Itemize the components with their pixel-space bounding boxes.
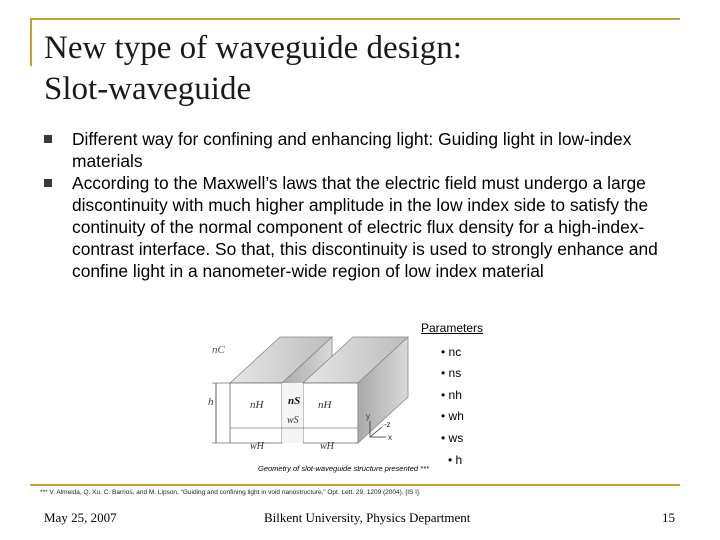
slide-title [44, 28, 462, 110]
bullet-list [44, 128, 684, 282]
axis-label-y: y [366, 412, 370, 421]
parameter-item: • ws [441, 431, 464, 445]
bullet-text: According to the Maxwell’s laws that the electric field must undergo a large discontinuity with much higher amplitude in the low index side to satisfy the continuity of the normal component of electric flux density for a high-index-contrast interface. So that, this discontinuity is used to strongly enhance and confine light in a nanometer-wide region of low index material [72, 173, 658, 281]
square-bullet-icon [44, 179, 52, 187]
footer-date: May 25, 2007 [44, 510, 117, 525]
label-ws: wS [287, 415, 299, 426]
label-wh-right: wH [320, 441, 334, 452]
left-rail-front [230, 383, 282, 443]
slide-title-line-2: Slot-waveguide [44, 71, 252, 107]
label-h: h [208, 396, 214, 408]
parameter-item: • wh [441, 409, 464, 423]
bullet-text: Different way for confining and enhancing light: Guiding light in low-index materials [72, 129, 632, 171]
footer-rule [30, 484, 680, 486]
slot-waveguide-diagram [200, 325, 415, 465]
parameter-item: • nh [441, 388, 462, 402]
parameter-item: • ns [441, 366, 462, 380]
axis-label-z: -z [384, 420, 391, 429]
bullet-item [44, 128, 684, 172]
label-nh-left: nH [250, 399, 264, 411]
citation-text: *** V. Almeida, Q. Xu, C. Barrios, and M. Lipson, “Guiding and confining light in void nanostructure,” Opt. Lett. 29, 1209 (2004). [IS I]. [40, 489, 421, 496]
right-rail-front [303, 383, 358, 443]
parameter-item: • h [448, 453, 463, 467]
label-ns: nS [288, 395, 301, 407]
title-frame-left-rule [30, 18, 32, 66]
axis-label-x: x [388, 433, 392, 442]
footer-organization: Bilkent University, Physics Department [264, 510, 471, 525]
label-nh-right: nH [318, 399, 332, 411]
slide-title-line-1: New type of waveguide design: [44, 30, 462, 66]
square-bullet-icon [44, 135, 52, 143]
label-nc: nC [212, 344, 225, 356]
title-frame-top-rule [30, 18, 680, 20]
figure-caption: Geometry of slot-waveguide structure presented *** [258, 464, 429, 473]
parameters-heading: Parameters [421, 321, 484, 335]
slot-gap [282, 383, 303, 443]
slide-number: 15 [662, 510, 675, 525]
parameter-item: • nc [441, 345, 462, 359]
label-wh-left: wH [250, 441, 264, 452]
bullet-item [44, 172, 684, 282]
